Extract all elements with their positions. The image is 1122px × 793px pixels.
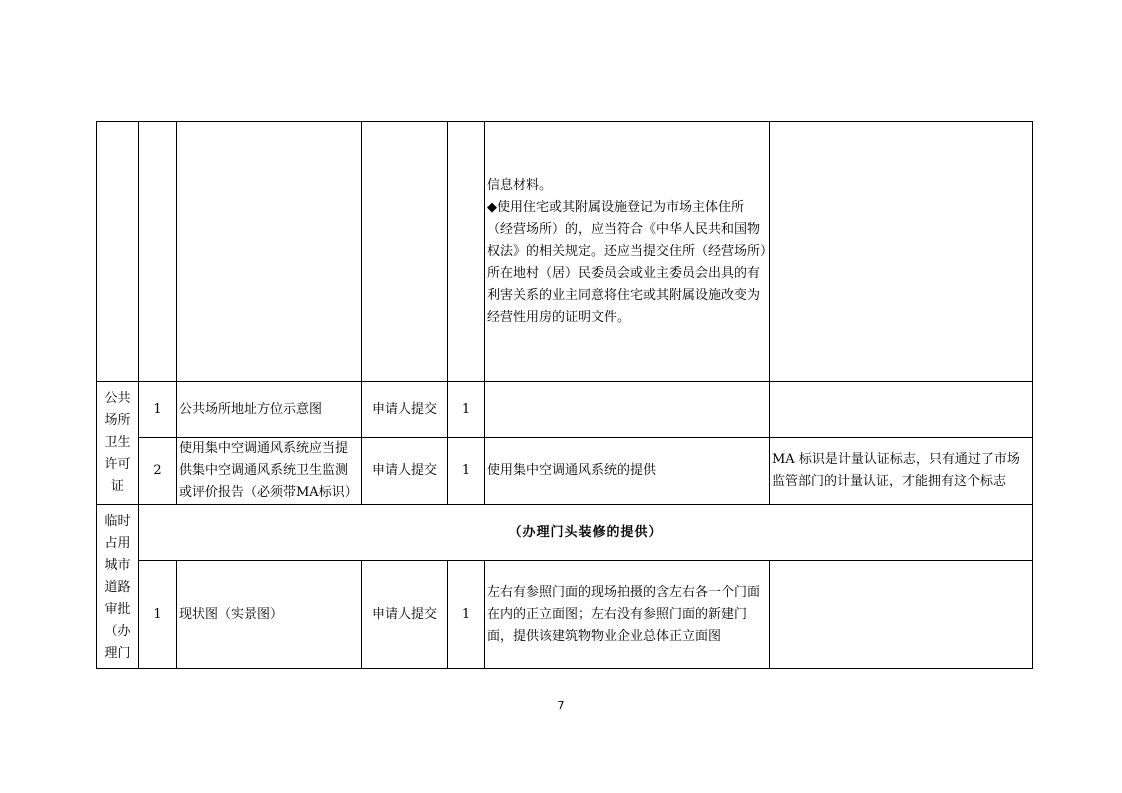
count-cell: 1 bbox=[448, 382, 485, 438]
note-cell bbox=[770, 561, 1033, 669]
category-cell bbox=[97, 505, 139, 669]
material-cell bbox=[177, 122, 362, 382]
number-cell bbox=[139, 122, 177, 382]
number-cell: 1 bbox=[139, 561, 177, 669]
note-cell bbox=[770, 438, 1033, 505]
table-row bbox=[97, 561, 1033, 669]
material-cell: 现状图（实景图） bbox=[177, 561, 362, 669]
note-cell bbox=[770, 382, 1033, 438]
category-cell bbox=[97, 382, 139, 505]
material-text: 使用集中空调通风系统应当提供集中空调通风系统卫生监测或评价报告（必须带MA标识） bbox=[179, 441, 358, 500]
table-row bbox=[97, 382, 1033, 438]
remark-cell bbox=[485, 382, 770, 438]
section-heading: （办理门头装修的提供） bbox=[139, 505, 1033, 561]
remark-cell bbox=[485, 122, 770, 382]
count-cell: 1 bbox=[448, 561, 485, 669]
table-row bbox=[97, 122, 1033, 382]
source-cell: 申请人提交 bbox=[362, 382, 448, 438]
count-cell: 1 bbox=[448, 438, 485, 505]
source-cell bbox=[362, 122, 448, 382]
count-cell bbox=[448, 122, 485, 382]
material-cell bbox=[177, 438, 362, 505]
table-row bbox=[97, 438, 1033, 505]
category-cell bbox=[97, 122, 139, 382]
remark-cell bbox=[485, 561, 770, 669]
table-row bbox=[97, 505, 1033, 561]
remark-text: 左右有参照门面的现场拍摄的含左右各一个门面在内的正立面图；左右没有参照门面的新建门面，提供该建筑物物业企业总体正立面图 bbox=[487, 584, 761, 644]
number-cell: 1 bbox=[139, 382, 177, 438]
number-cell: 2 bbox=[139, 438, 177, 505]
category-label: 临时 占用 城市 道路 审批 （办 理门 bbox=[104, 514, 131, 661]
page-number: 7 bbox=[557, 699, 565, 712]
source-cell: 申请人提交 bbox=[362, 561, 448, 669]
note-text: MA 标识是计量认证标志，只有通过了市场监管部门的计量认证，才能拥有这个标志 bbox=[772, 452, 1020, 489]
remark-text: 信息材料。 ◆使用住宅或其附属设施登记为市场主体住所（经营场所）的，应当符合《中华人民共和国物权法》的相关规定。还应当提交住所（经营场所）所在地村（居）民委员会或业主委员会出具的有利害关系的业主同意将住宅或其附属设施改变为经营性用房的证明文件。 bbox=[487, 177, 767, 325]
note-cell bbox=[770, 122, 1033, 382]
requirements-table bbox=[96, 121, 1033, 669]
source-cell: 申请人提交 bbox=[362, 438, 448, 505]
material-cell: 公共场所地址方位示意图 bbox=[177, 382, 362, 438]
remark-cell: 使用集中空调通风系统的提供 bbox=[485, 438, 770, 505]
category-label: 公共 场所 卫生 许可 证 bbox=[104, 391, 131, 494]
